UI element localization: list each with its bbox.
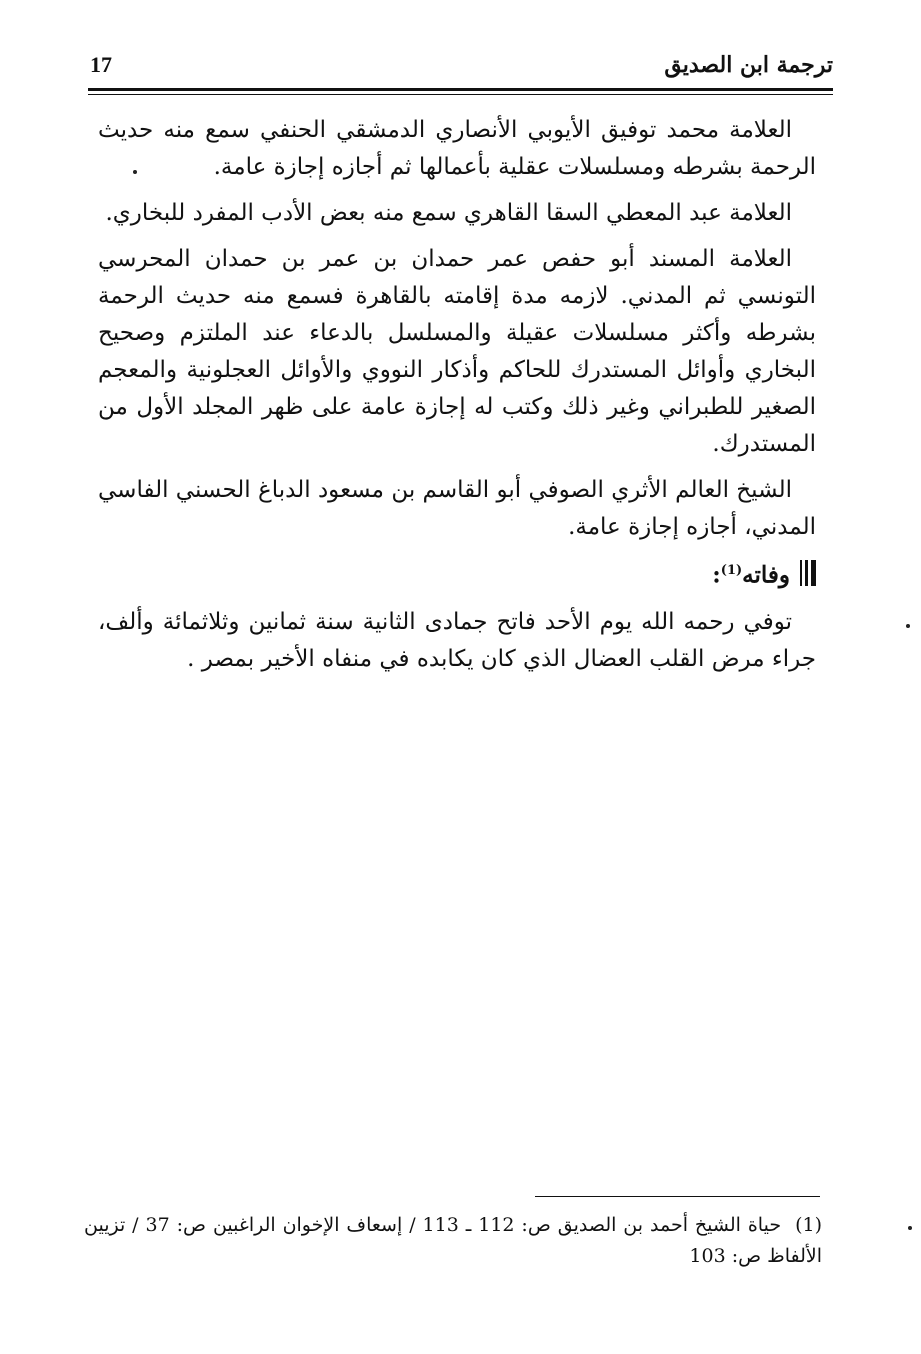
header-rule-thick bbox=[88, 88, 833, 91]
footnote-reference: (1) bbox=[720, 563, 743, 578]
footnote bbox=[84, 1210, 822, 1272]
header-rule-thin bbox=[88, 94, 833, 95]
footnote-text: حياة الشيخ أحمد بن الصديق ص: 112 ـ 113 / إسعاف الإخوان الراغبين ص: 37 / تزيين الألفاظ ص: 103 bbox=[84, 1214, 822, 1267]
paragraph-saqqa: العلامة عبد المعطي السقا القاهري سمع منه بعض الأدب المفرد للبخاري. bbox=[105, 200, 792, 226]
section-heading-colon: : bbox=[712, 561, 721, 589]
paragraph-death: توفي رحمه الله يوم الأحد فاتح جمادى الثانية سنة ثمانين وثلاثمائة وألف، جراء مرض القلب العضال الذي كان يكابده في منفاه الأخير بمصر . bbox=[98, 608, 816, 672]
scan-speck bbox=[906, 624, 910, 628]
section-heading-death bbox=[98, 552, 816, 594]
footnote-marker: (1) bbox=[795, 1214, 823, 1236]
paragraph-dabbagh: الشيخ العالم الأثري الصوفي أبو القاسم بن مسعود الدباغ الحسني الفاسي المدني، أجازه إجازة عامة. bbox=[98, 477, 816, 540]
page-number: 17 bbox=[90, 52, 112, 77]
paragraph-hamdan: العلامة المسند أبو حفص عمر حمدان بن عمر بن حمدان المحرسي التونسي ثم المدني. لازمه مدة إقامته بالقاهرة فسمع منه حديث الرحمة بشرطه وأكثر مسلسلات عقيلة والمسلسل بالدعاء عند الملتزم وصحيح البخاري وأوائل المستدرك للحاكم وأذكار النووي والأوائل العجلونية والمعجم الصغير للطبراني وغير ذلك وكتب له إجازة عامة على ظهر المجلد الأول من المستدرك. bbox=[98, 246, 816, 457]
scan-speck bbox=[133, 170, 137, 174]
running-header-title: ترجمة ابن الصديق bbox=[664, 52, 833, 78]
paragraph-ayyubi: العلامة محمد توفيق الأيوبي الأنصاري الدمشقي الحنفي سمع منه حديث الرحمة بشرطه ومسلسلات عقلية بأعمالها ثم أجازه إجازة عامة. bbox=[98, 117, 816, 180]
section-heading-text: وفاته bbox=[742, 561, 790, 589]
heading-bar-ornament bbox=[800, 560, 816, 586]
scan-speck bbox=[908, 1226, 912, 1230]
main-text bbox=[98, 112, 816, 687]
footnote-separator bbox=[535, 1196, 820, 1197]
